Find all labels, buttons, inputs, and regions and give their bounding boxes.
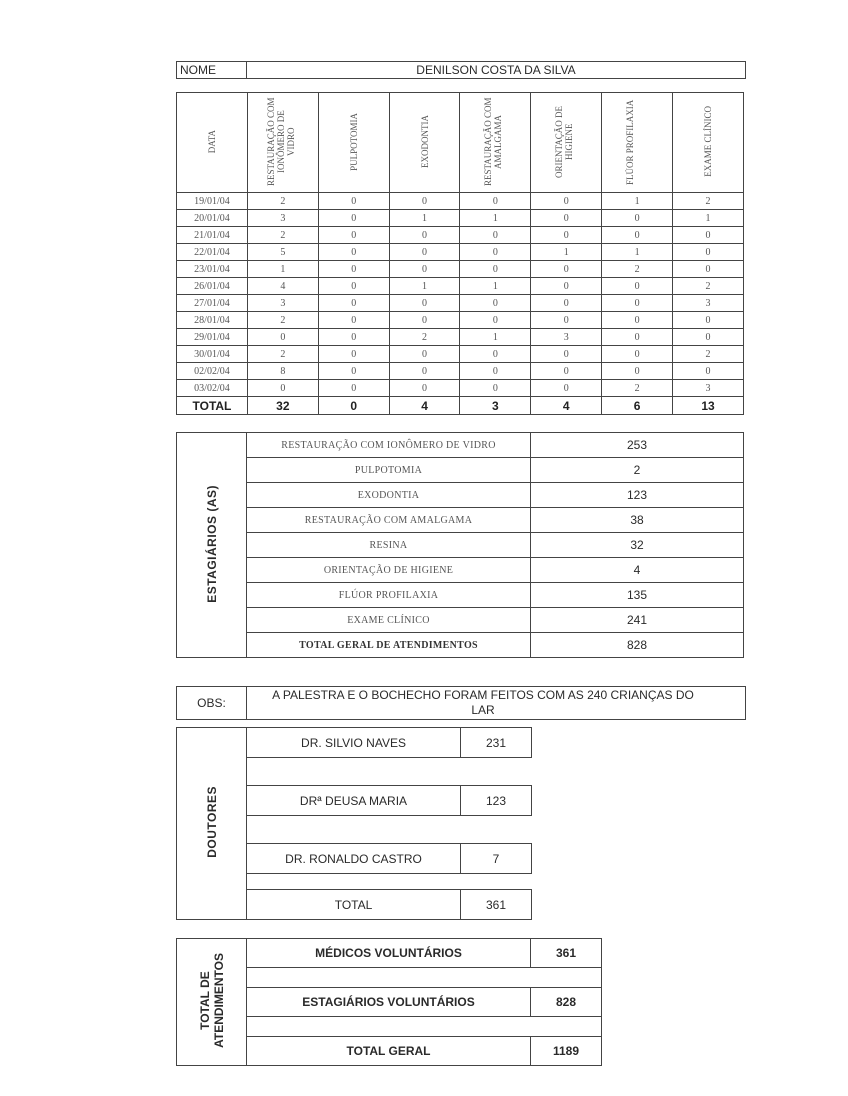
daily-value-cell: 1 — [673, 210, 744, 227]
daily-value-cell: 3 — [247, 210, 318, 227]
daily-value-cell: 0 — [531, 295, 602, 312]
daily-value-cell: 1 — [531, 244, 602, 261]
estagiarios-procedure-value: 38 — [531, 508, 744, 533]
daily-value-cell: 3 — [673, 380, 744, 397]
daily-value-cell: 5 — [247, 244, 318, 261]
total-label: TOTAL — [177, 397, 248, 415]
daily-value-cell: 1 — [602, 193, 673, 210]
total-geral-value: 1189 — [531, 1037, 602, 1066]
daily-value-cell: 0 — [389, 295, 460, 312]
daily-row — [177, 227, 744, 244]
daily-value-cell: 0 — [318, 329, 389, 346]
daily-row — [177, 329, 744, 346]
estagiarios-row — [177, 558, 744, 583]
daily-value-cell: 0 — [247, 380, 318, 397]
daily-row — [177, 244, 744, 261]
estagiarios-label: ESTAGIÁRIOS VOLUNTÁRIOS — [247, 988, 531, 1017]
daily-date-cell: 02/02/04 — [177, 363, 248, 380]
header-fluor-profilaxia: FLÚOR PROFILAXIA — [602, 93, 673, 193]
daily-value-cell: 0 — [389, 346, 460, 363]
estagiarios-procedure-label: TOTAL GERAL DE ATENDIMENTOS — [247, 633, 531, 658]
blank-row — [247, 874, 532, 890]
daily-rows — [177, 193, 744, 397]
daily-value-cell: 0 — [247, 329, 318, 346]
daily-date-cell: 30/01/04 — [177, 346, 248, 363]
daily-value-cell: 2 — [602, 380, 673, 397]
doctor-total-label: TOTAL — [247, 890, 461, 920]
daily-value-cell: 8 — [247, 363, 318, 380]
daily-value-cell: 0 — [389, 193, 460, 210]
doutores-side-label: DOUTORES — [177, 728, 247, 920]
daily-value-cell: 0 — [460, 244, 531, 261]
daily-row — [177, 278, 744, 295]
total-cell: 13 — [673, 397, 744, 415]
header-restauracao-ionomero: RESTAURAÇÃO COM IONÔMERO DE VIDRO — [247, 93, 318, 193]
daily-value-cell: 0 — [673, 227, 744, 244]
daily-value-cell: 0 — [318, 261, 389, 278]
header-data: DATA — [177, 93, 248, 193]
daily-value-cell: 0 — [389, 312, 460, 329]
daily-value-cell: 1 — [460, 329, 531, 346]
estagiarios-procedure-value: 828 — [531, 633, 744, 658]
daily-value-cell: 2 — [673, 193, 744, 210]
daily-value-cell: 0 — [602, 363, 673, 380]
estagiarios-row — [177, 633, 744, 658]
estagiarios-procedure-value: 253 — [531, 433, 744, 458]
header-pulpotomia: PULPOTOMIA — [318, 93, 389, 193]
daily-value-cell: 0 — [318, 312, 389, 329]
estagiarios-procedure-label: FLÚOR PROFILAXIA — [247, 583, 531, 608]
daily-row — [177, 295, 744, 312]
daily-value-cell: 0 — [531, 346, 602, 363]
estagiarios-table — [176, 432, 744, 658]
estagiarios-procedure-value: 241 — [531, 608, 744, 633]
header-orientacao-higiene: ORIENTAÇÃO DE HIGIENE — [531, 93, 602, 193]
name-value: DENILSON COSTA DA SILVA — [247, 62, 746, 79]
daily-row — [177, 312, 744, 329]
total-atendimentos-side-label: TOTAL DE ATENDIMENTOS — [177, 939, 247, 1066]
daily-value-cell: 1 — [389, 210, 460, 227]
doctor-total-value: 361 — [461, 890, 532, 920]
daily-value-cell: 0 — [602, 329, 673, 346]
daily-value-cell: 1 — [460, 210, 531, 227]
obs-table — [176, 686, 746, 720]
blank-row — [247, 758, 532, 786]
estagiarios-procedure-label: EXODONTIA — [247, 483, 531, 508]
daily-row — [177, 210, 744, 227]
header-exame-clinico: EXAME CLÍNICO — [673, 93, 744, 193]
daily-date-cell: 29/01/04 — [177, 329, 248, 346]
daily-value-cell: 0 — [460, 261, 531, 278]
header-exodontia: EXODONTIA — [389, 93, 460, 193]
doctor-value: 123 — [461, 786, 532, 816]
daily-value-cell: 0 — [531, 363, 602, 380]
estagiarios-row — [177, 533, 744, 558]
total-cell: 4 — [531, 397, 602, 415]
blank-row — [247, 1017, 602, 1037]
doctor-name: DR. RONALDO CASTRO — [247, 844, 461, 874]
daily-row — [177, 261, 744, 278]
daily-date-cell: 27/01/04 — [177, 295, 248, 312]
daily-value-cell: 0 — [389, 227, 460, 244]
header-restauracao-amalgama: RESTAURAÇÃO COM AMALGAMA — [460, 93, 531, 193]
doctor-value: 7 — [461, 844, 532, 874]
daily-value-cell: 0 — [389, 363, 460, 380]
daily-value-cell: 0 — [318, 278, 389, 295]
daily-value-cell: 0 — [318, 295, 389, 312]
total-cell: 3 — [460, 397, 531, 415]
daily-value-cell: 2 — [247, 227, 318, 244]
estagiarios-procedure-label: ORIENTAÇÃO DE HIGIENE — [247, 558, 531, 583]
daily-value-cell: 2 — [247, 312, 318, 329]
doctor-name: DR. SILVIO NAVES — [247, 728, 461, 758]
daily-value-cell: 4 — [247, 278, 318, 295]
daily-value-cell: 0 — [389, 261, 460, 278]
daily-value-cell: 0 — [460, 346, 531, 363]
daily-value-cell: 0 — [318, 244, 389, 261]
daily-value-cell: 2 — [389, 329, 460, 346]
total-cell: 6 — [602, 397, 673, 415]
daily-header-row — [177, 93, 744, 193]
daily-value-cell: 0 — [460, 295, 531, 312]
total-cell: 0 — [318, 397, 389, 415]
daily-value-cell: 0 — [673, 312, 744, 329]
daily-value-cell: 0 — [602, 295, 673, 312]
estagiarios-side-label: ESTAGIÁRIOS (AS) — [177, 433, 247, 658]
estagiarios-value: 828 — [531, 988, 602, 1017]
daily-value-cell: 0 — [602, 278, 673, 295]
daily-value-cell: 0 — [460, 380, 531, 397]
daily-value-cell: 0 — [531, 278, 602, 295]
daily-value-cell: 3 — [673, 295, 744, 312]
doctor-name: DRª DEUSA MARIA — [247, 786, 461, 816]
obs-label: OBS: — [177, 687, 247, 720]
estagiarios-procedure-label: RESINA — [247, 533, 531, 558]
daily-value-cell: 0 — [602, 210, 673, 227]
daily-value-cell: 0 — [318, 227, 389, 244]
daily-value-cell: 0 — [460, 193, 531, 210]
daily-value-cell: 2 — [602, 261, 673, 278]
daily-value-cell: 0 — [673, 261, 744, 278]
name-label: NOME — [177, 62, 247, 79]
daily-row — [177, 193, 744, 210]
daily-value-cell: 0 — [673, 329, 744, 346]
daily-value-cell: 0 — [531, 227, 602, 244]
daily-value-cell: 0 — [531, 210, 602, 227]
total-cell: 32 — [247, 397, 318, 415]
daily-value-cell: 1 — [602, 244, 673, 261]
daily-value-cell: 0 — [389, 244, 460, 261]
daily-value-cell: 0 — [602, 227, 673, 244]
daily-date-cell: 23/01/04 — [177, 261, 248, 278]
estagiarios-procedure-value: 4 — [531, 558, 744, 583]
estagiarios-procedure-value: 2 — [531, 458, 744, 483]
daily-date-cell: 26/01/04 — [177, 278, 248, 295]
daily-value-cell: 3 — [247, 295, 318, 312]
estagiarios-procedure-label: PULPOTOMIA — [247, 458, 531, 483]
estagiarios-row — [177, 608, 744, 633]
daily-total-row — [177, 397, 744, 415]
doctor-value: 231 — [461, 728, 532, 758]
daily-value-cell: 2 — [673, 278, 744, 295]
daily-value-cell: 1 — [247, 261, 318, 278]
estagiarios-row — [177, 508, 744, 533]
estagiarios-procedure-value: 32 — [531, 533, 744, 558]
obs-text: A PALESTRA E O BOCHECHO FORAM FEITOS COM AS 240 CRIANÇAS DO LAR — [247, 687, 746, 720]
daily-row — [177, 380, 744, 397]
daily-value-cell: 0 — [602, 346, 673, 363]
estagiarios-procedure-value: 123 — [531, 483, 744, 508]
daily-value-cell: 0 — [531, 261, 602, 278]
daily-date-cell: 21/01/04 — [177, 227, 248, 244]
medicos-value: 361 — [531, 939, 602, 968]
daily-row — [177, 363, 744, 380]
daily-value-cell: 1 — [460, 278, 531, 295]
daily-value-cell: 0 — [318, 346, 389, 363]
daily-date-cell: 19/01/04 — [177, 193, 248, 210]
daily-value-cell: 0 — [673, 244, 744, 261]
blank-row — [247, 816, 532, 844]
estagiarios-procedure-label: RESTAURAÇÃO COM IONÔMERO DE VIDRO — [247, 433, 531, 458]
total-atendimentos-table — [176, 938, 602, 1066]
daily-value-cell: 0 — [318, 380, 389, 397]
daily-value-cell: 0 — [460, 227, 531, 244]
blank-row — [247, 968, 602, 988]
estagiarios-procedure-label: EXAME CLÍNICO — [247, 608, 531, 633]
estagiarios-row — [177, 433, 744, 458]
daily-value-cell: 0 — [389, 380, 460, 397]
estagiarios-procedure-label: RESTAURAÇÃO COM AMALGAMA — [247, 508, 531, 533]
daily-procedures-table — [176, 92, 744, 415]
daily-value-cell: 0 — [673, 363, 744, 380]
total-geral-label: TOTAL GERAL — [247, 1037, 531, 1066]
daily-value-cell: 2 — [247, 193, 318, 210]
estagiarios-row — [177, 458, 744, 483]
estagiarios-row — [177, 483, 744, 508]
daily-value-cell: 2 — [247, 346, 318, 363]
daily-value-cell: 1 — [389, 278, 460, 295]
daily-date-cell: 22/01/04 — [177, 244, 248, 261]
daily-value-cell: 0 — [318, 193, 389, 210]
daily-date-cell: 28/01/04 — [177, 312, 248, 329]
daily-date-cell: 03/02/04 — [177, 380, 248, 397]
daily-date-cell: 20/01/04 — [177, 210, 248, 227]
daily-value-cell: 0 — [460, 363, 531, 380]
daily-value-cell: 3 — [531, 329, 602, 346]
daily-value-cell: 0 — [318, 210, 389, 227]
estagiarios-row — [177, 583, 744, 608]
estagiarios-procedure-value: 135 — [531, 583, 744, 608]
daily-value-cell: 0 — [460, 312, 531, 329]
daily-value-cell: 0 — [318, 363, 389, 380]
daily-value-cell: 2 — [673, 346, 744, 363]
daily-value-cell: 0 — [602, 312, 673, 329]
name-table — [176, 61, 746, 79]
daily-row — [177, 346, 744, 363]
doutores-table — [176, 727, 532, 920]
medicos-label: MÉDICOS VOLUNTÁRIOS — [247, 939, 531, 968]
daily-value-cell: 0 — [531, 312, 602, 329]
daily-value-cell: 0 — [531, 193, 602, 210]
total-cell: 4 — [389, 397, 460, 415]
daily-value-cell: 0 — [531, 380, 602, 397]
